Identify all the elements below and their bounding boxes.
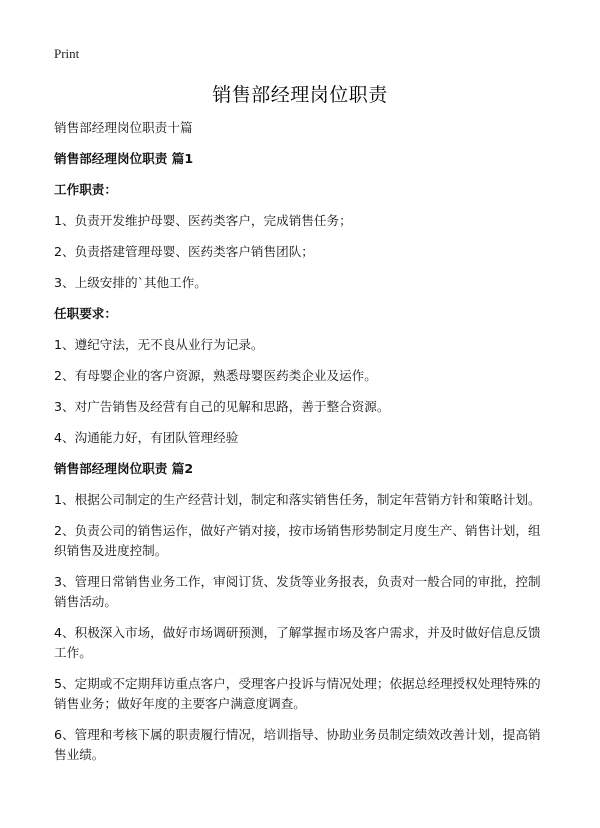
group-label-duties: 工作职责： <box>54 182 117 197</box>
subtitle: 销售部经理岗位职责十篇 <box>54 120 193 135</box>
list-item: 1、负责开发维护母婴、医药类客户，完成销售任务； <box>54 213 352 228</box>
list-item: 1、遵纪守法，无不良从业行为记录。 <box>54 337 264 352</box>
list-item: 3、管理日常销售业务工作，审阅订货、发货等业务报表，负责对一般合同的审批，控制销售活动。 <box>54 574 541 609</box>
list-item: 2、有母婴企业的客户资源，熟悉母婴医药类企业及运作。 <box>54 368 377 383</box>
list-item: 4、沟通能力好，有团队管理经验 <box>54 430 239 445</box>
print-link[interactable]: Print <box>54 46 80 61</box>
list-item: 3、上级安排的`其他工作。 <box>54 275 207 290</box>
list-item: 6、管理和考核下属的职责履行情况，培训指导、协助业务员制定绩效改善计划，提高销售业绩。 <box>54 727 541 762</box>
section-heading-2: 销售部经理岗位职责 篇2 <box>54 461 194 476</box>
list-item: 2、负责公司的销售运作，做好产销对接，按市场销售形势制定月度生产、销售计划，组织销售及进度控制。 <box>54 523 541 558</box>
list-item: 5、定期或不定期拜访重点客户，受理客户投诉与情况处理；依据总经理授权处理特殊的销售业务；做好年度的主要客户满意度调查。 <box>54 676 541 711</box>
list-item: 1、根据公司制定的生产经营计划，制定和落实销售任务，制定年营销方针和策略计划。 <box>54 492 541 507</box>
document-body <box>54 118 550 776</box>
list-item: 2、负责搭建管理母婴、医药类客户销售团队； <box>54 244 314 259</box>
list-item: 4、积极深入市场，做好市场调研预测，了解掌握市场及客户需求，并及时做好信息反馈工作。 <box>54 625 541 660</box>
section-heading-1: 销售部经理岗位职责 篇1 <box>54 151 194 166</box>
list-item: 3、对广告销售及经营有自己的见解和思路，善于整合资源。 <box>54 399 390 414</box>
group-label-requirements: 任职要求： <box>54 306 117 321</box>
page-title: 销售部经理岗位职责 <box>212 84 388 106</box>
